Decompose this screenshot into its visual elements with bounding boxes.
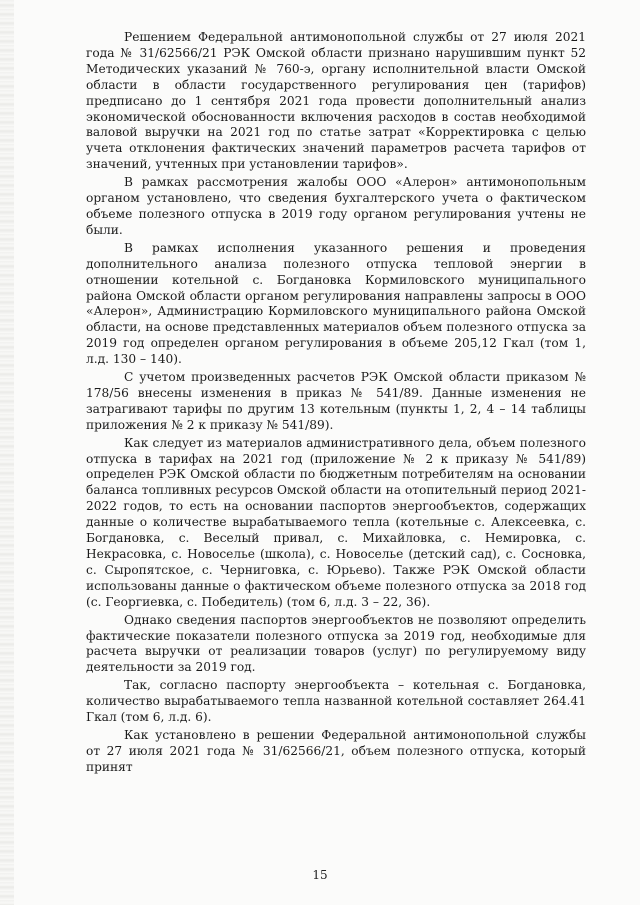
paragraph-4: С учетом произведенных расчетов РЭК Омской области приказом № 178/56 внесены изменения в приказ № 541/89. Данные изменения не затрагивают тарифы по другим 13 котельным (пункты 1, 2, 4 – 14 таблицы приложения № 2 к приказу № 541/89). bbox=[86, 370, 586, 432]
scan-edge-shadow bbox=[0, 0, 14, 905]
paragraph-5: Как следует из материалов административного дела, объем полезного отпуска в тарифах на 2021 год (приложение № 2 к приказу № 541/89) определен РЭК Омской области по бюджетным потребителям на основании баланса топливных ресурсов Омской области на отопительный период 2021-2022 годов, то есть на основании паспортов энергообъектов, содержащих данные о количестве вырабатываемого тепла (котельные с. Алексеевка, с. Богдановка, с. Веселый привал, с. Михайловка, с. Немировка, с. Некрасовка, с. Новоселье (школа), с. Новоселье (детский сад), с. Сосновка, с. Сыропятское, с. Черниговка, с. Юрьево). Также РЭК Омской области использованы данные о фактическом объеме полезного отпуска за 2018 год (с. Георгиевка, с. Победитель) (том 6, л.д. 3 – 22, 36). bbox=[86, 435, 586, 609]
paragraph-7: Так, согласно паспорту энергообъекта – котельная с. Богдановка, количество вырабатываемого тепла названной котельной составляет 264.41 Гкал (том 6, л.д. 6). bbox=[86, 678, 586, 725]
paragraph-2: В рамках рассмотрения жалобы ООО «Алерон» антимонопольным органом установлено, что сведения бухгалтерского учета о фактическом объеме полезного отпуска в 2019 году органом регулирования учтены не были. bbox=[86, 175, 586, 237]
paragraph-6: Однако сведения паспортов энергообъектов не позволяют определить фактические показатели полезного отпуска за 2019 год, необходимые для расчета выручки от реализации товаров (услуг) по регулируемому виду деятельности за 2019 год. bbox=[86, 612, 586, 675]
paragraph-3: В рамках исполнения указанного решения и проведения дополнительного анализа полезного отпуска тепловой энергии в отношении котельной с. Богдановка Кормиловского муниципального района Омской области органом регулирования направлены запросы в ООО «Алерон», Администрацию Кормиловского муниципального района Омской области, на основе представленных материалов объем полезного отпуска за 2019 год определен органом регулирования в объеме 205,12 Гкал (том 1, л.д. 130 – 140). bbox=[86, 240, 586, 367]
document-body bbox=[86, 30, 586, 778]
page-number: 15 bbox=[312, 868, 328, 882]
paragraph-8: Как установлено в решении Федеральной антимонопольной службы от 27 июля 2021 года № 31/62566/21, объем полезного отпуска, который принят bbox=[86, 727, 586, 774]
paragraph-1: Решением Федеральной антимонопольной службы от 27 июля 2021 года № 31/62566/21 РЭК Омской области признано нарушившим пункт 52 Методических указаний № 760-э, органу исполнительной власти Омской области в области государственного регулирования цен (тарифов) предписано до 1 сентября 2021 года провести дополнительный анализ экономической обоснованности включения расходов в состав необходимой валовой выручки на 2021 год по статье затрат «Корректировка с целью учета отклонения фактических значений параметров расчета тарифов от значений, учтенных при установлении тарифов». bbox=[86, 30, 586, 172]
